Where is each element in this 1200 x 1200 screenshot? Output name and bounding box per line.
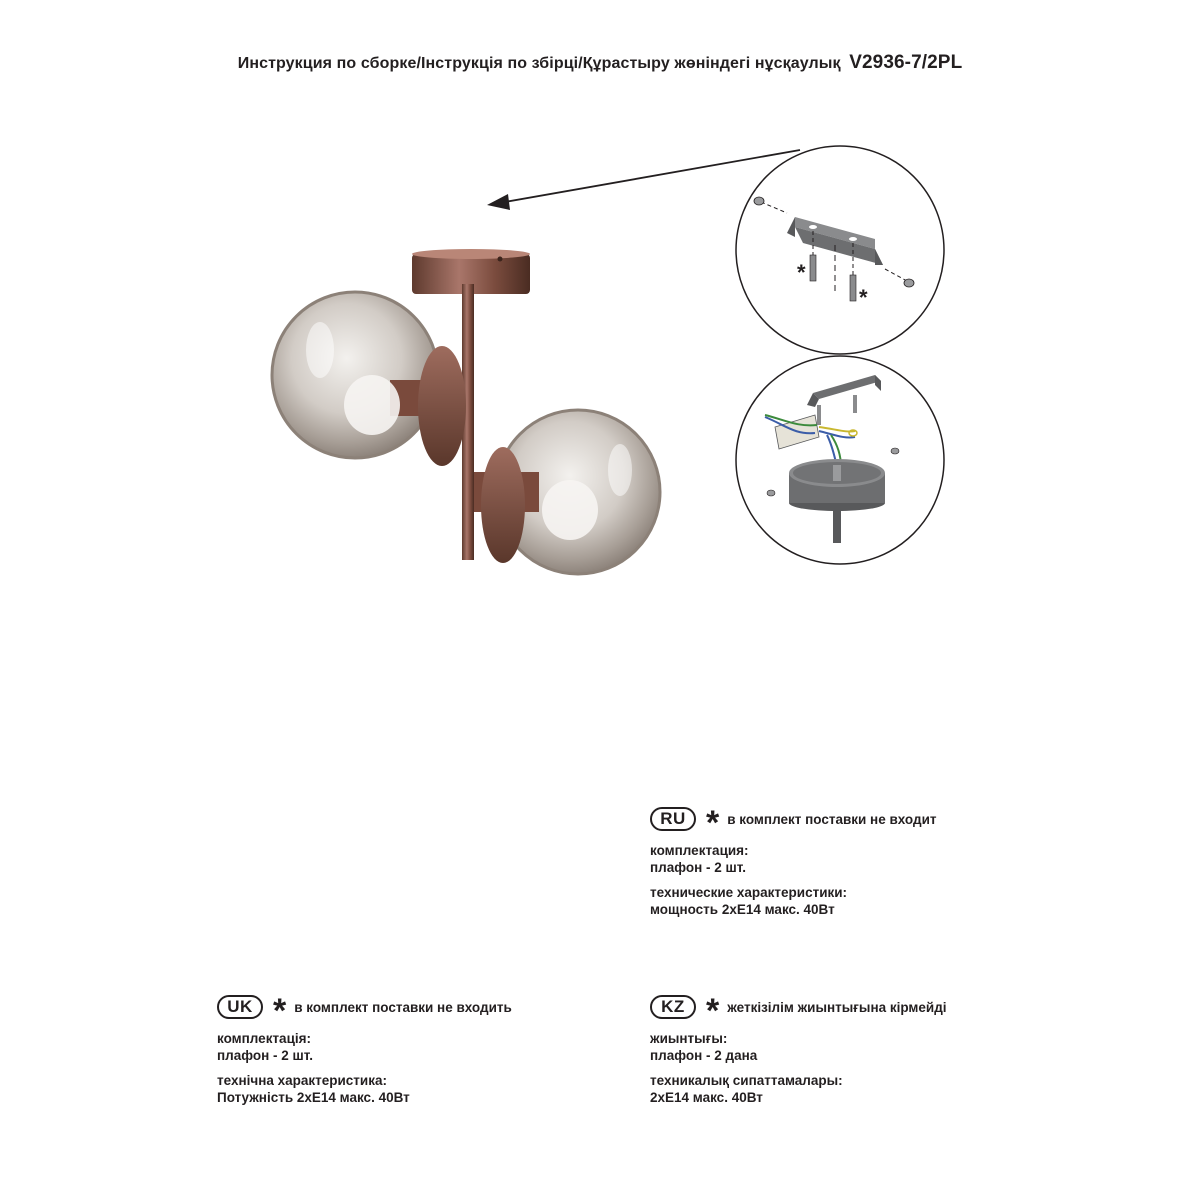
uk-set-label: комплектація:	[217, 1031, 311, 1046]
kz-block-header	[650, 992, 947, 1030]
mounting-bracket-diagram	[735, 145, 945, 355]
ru-note: в комплект поставки не входит	[727, 811, 937, 827]
uk-block	[217, 992, 512, 1106]
ru-spec-value: мощность 2хЕ14 макс. 40Вт	[650, 902, 835, 917]
wiring-diagram	[735, 355, 945, 565]
uk-set-value: плафон - 2 шт.	[217, 1048, 313, 1063]
lang-badge-ru: RU	[650, 807, 696, 831]
title-text: Инструкция по сборке/Інструкція по збірці/Құрастыру жөніндегі нұсқаулық	[237, 55, 841, 72]
ru-block-header	[650, 804, 937, 842]
kz-set-value: плафон - 2 дана	[650, 1048, 758, 1063]
kz-spec-value: 2хЕ14 макс. 40Вт	[650, 1090, 763, 1105]
model-number: V2936-7/2PL	[849, 52, 963, 73]
ru-set-value: плафон - 2 шт.	[650, 860, 746, 875]
kz-note: жеткізілім жиынтығына кірмейді	[727, 999, 947, 1015]
uk-block-header	[217, 992, 512, 1030]
kz-block	[650, 992, 947, 1106]
ru-spec-label: технические характеристики:	[650, 885, 848, 900]
uk-spec-value: Потужність 2хЕ14 макс. 40Вт	[217, 1090, 410, 1105]
ru-block	[650, 804, 936, 918]
lang-badge-uk: UK	[217, 995, 263, 1019]
asterisk-left: *	[797, 260, 806, 285]
asterisk-right: *	[859, 285, 868, 310]
ru-set-label: комплектация:	[650, 843, 749, 858]
asterisk-icon: *	[706, 804, 720, 842]
asterisk-icon: *	[706, 992, 720, 1030]
uk-spec-label: технічна характеристика:	[217, 1073, 387, 1088]
lang-badge-kz: KZ	[650, 995, 696, 1019]
uk-note: в комплект поставки не входить	[294, 999, 512, 1015]
asterisk-icon: *	[273, 992, 287, 1030]
product-image	[260, 240, 680, 600]
kz-spec-label: техникалық сипаттамалары:	[650, 1073, 843, 1088]
kz-set-label: жиынтығы:	[650, 1031, 728, 1046]
